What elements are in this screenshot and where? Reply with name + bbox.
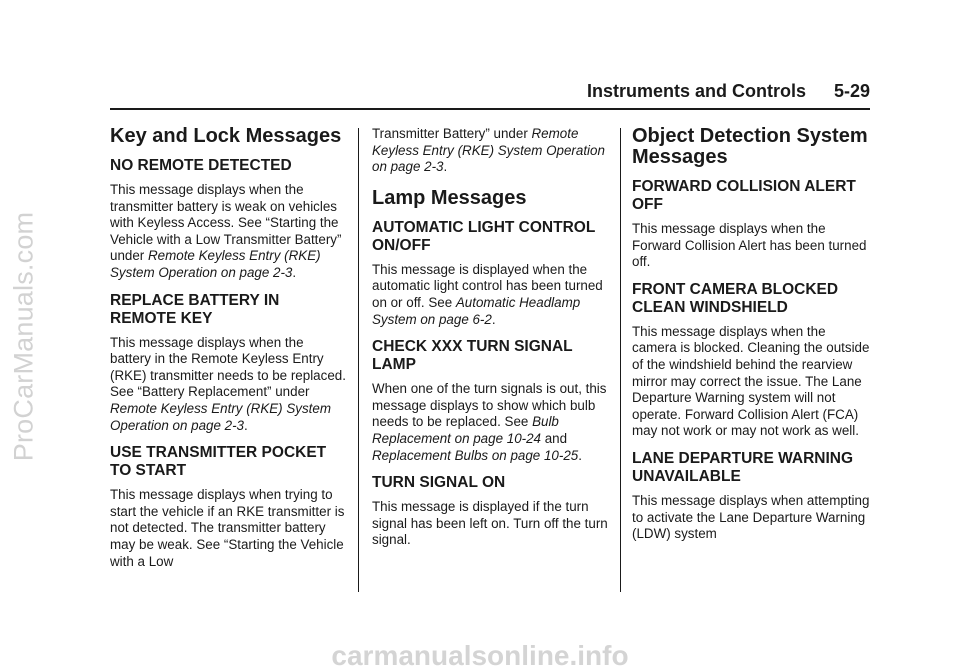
body-text: This message is displayed when the automatic light control has been turned on or off. See <box>372 261 603 310</box>
cross-reference-link[interactable]: Automatic Headlamp System on page 6-2 <box>372 294 581 327</box>
subheading-automatic-light-control: AUTOMATIC LIGHT CONTROL ON/OFF <box>372 218 596 254</box>
side-watermark <box>2 0 46 672</box>
subheading-no-remote-detected: NO REMOTE DETECTED <box>110 157 292 174</box>
body-text: When one of the turn signals is out, this message displays to show which bulb needs to be replaced. See <box>372 381 607 430</box>
cross-reference-link[interactable]: Bulb Replacement on page 10-24 <box>372 414 559 446</box>
paragraph-continued <box>372 126 610 176</box>
column-divider-2 <box>620 128 621 592</box>
body-text: Transmitter Battery” under <box>372 126 532 141</box>
paragraph-use-transmitter-pocket: This message displays when trying to start the vehicle if an RKE transmitter is not detected. The transmitter battery may be weak. See “Starting the Vehicle with a Low <box>110 487 345 569</box>
paragraph-turn-signal-on: This message is displayed if the turn signal has been left on. Turn off the turn signal. <box>372 499 608 548</box>
subheading-use-transmitter-pocket: USE TRANSMITTER POCKET TO START <box>110 444 327 480</box>
page-number: 5-29 <box>833 81 870 101</box>
paragraph-lane-departure-unavailable: This message displays when attempting to activate the Lane Departure Warning (LDW) system <box>632 492 870 542</box>
paragraph-automatic-light-control <box>372 262 610 328</box>
cross-reference-link[interactable]: Remote Keyless Entry (RKE) System Operation on page 2-3 <box>372 126 605 175</box>
bottom-watermark: carmanualsonline.info <box>331 640 629 671</box>
side-watermark-text: ProCarManuals.com <box>8 211 39 461</box>
body-text: . <box>244 417 248 433</box>
paragraph-forward-collision-alert-off: This message displays when the Forward Collision Alert has been turned off. <box>632 221 867 270</box>
heading-object-detection-messages: Object Detection System Messages <box>632 125 868 168</box>
subheading-check-turn-signal-lamp: CHECK XXX TURN SIGNAL LAMP <box>372 338 573 374</box>
cross-reference-link[interactable]: Remote Keyless Entry (RKE) System Operation on page 2-3 <box>110 248 321 280</box>
cross-reference-link[interactable]: Remote Keyless Entry (RKE) System Operation on page 2-3 <box>110 400 332 433</box>
column-2 <box>372 126 610 559</box>
column-3 <box>632 126 870 553</box>
paragraph-check-turn-signal-lamp <box>372 381 610 464</box>
heading-key-lock-messages: Key and Lock Messages <box>110 125 342 147</box>
subheading-lane-departure-unavailable: LANE DEPARTURE WARNING UNAVAILABLE <box>632 449 854 485</box>
body-text: This message displays when the battery in the Remote Keyless Entry (RKE) transmitter needs to be replaced. See “Battery Replacement” under <box>110 334 346 400</box>
cross-reference-link[interactable]: Replacement Bulbs on page 10-25 <box>372 447 579 463</box>
body-text: . <box>292 264 297 280</box>
body-text: . <box>491 311 496 327</box>
body-text: This message displays when the transmitter battery is weak on vehicles with Keyless Access. See “Starting the Vehicle with a Low Transmitter Battery” under <box>110 182 342 264</box>
heading-lamp-messages: Lamp Messages <box>372 186 527 209</box>
body-text: . <box>578 447 582 463</box>
subheading-replace-battery: REPLACE BATTERY IN REMOTE KEY <box>110 291 280 327</box>
paragraph-front-camera-blocked: This message displays when the camera is blocked. Cleaning the outside of the windshield behind the rearview mirror may correct the issue. The Lane Departure Warning system will not operate. Forward Collision Alert (FCA) may not work or may not work as well. <box>632 323 870 439</box>
paragraph-replace-battery <box>110 335 348 435</box>
column-1 <box>110 126 348 580</box>
column-divider-1 <box>358 128 359 592</box>
subheading-turn-signal-on: TURN SIGNAL ON <box>372 474 506 492</box>
subheading-forward-collision-alert-off: FORWARD COLLISION ALERT OFF <box>632 178 856 213</box>
body-text: and <box>541 430 568 446</box>
body-text: . <box>443 159 448 175</box>
paragraph-no-remote-detected <box>110 182 348 282</box>
page-header <box>110 82 870 110</box>
section-title: Instruments and Controls <box>586 81 806 101</box>
subheading-front-camera-blocked: FRONT CAMERA BLOCKED CLEAN WINDSHIELD <box>632 280 839 316</box>
